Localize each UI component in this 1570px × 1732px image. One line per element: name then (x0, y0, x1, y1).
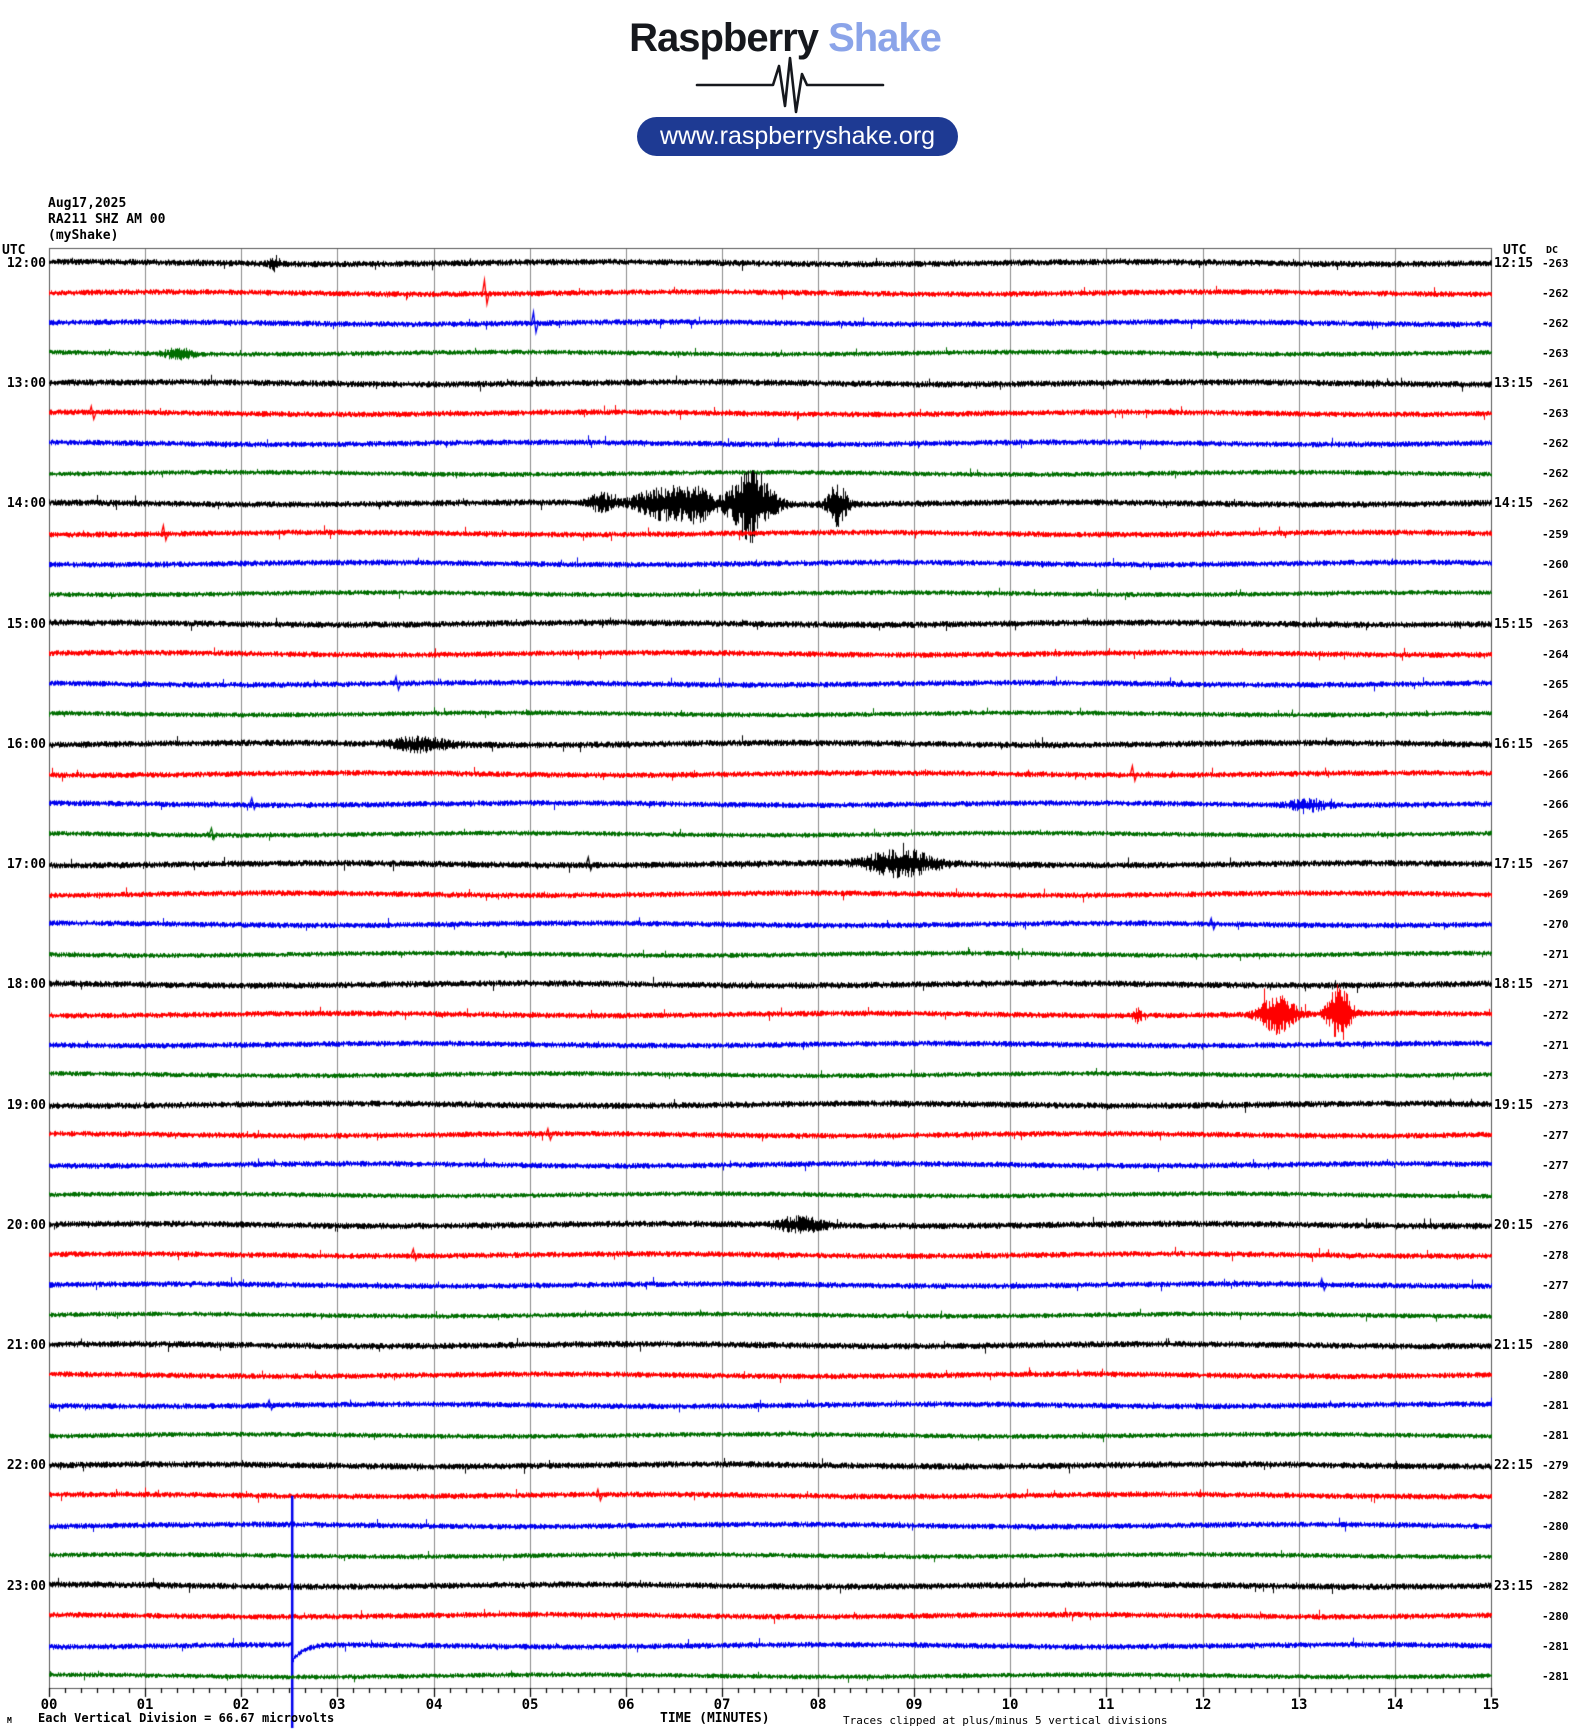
row-dc-value: -276 (1542, 1219, 1569, 1232)
row-dc-value: -262 (1542, 317, 1569, 330)
row-dc-value: -277 (1542, 1159, 1569, 1172)
left-utc-header: UTC (2, 243, 26, 258)
row-end-time: 12:15 (1494, 256, 1534, 271)
row-dc-value: -281 (1542, 1429, 1569, 1442)
x-tick-label: 04 (425, 1697, 443, 1713)
row-dc-value: -282 (1542, 1489, 1569, 1502)
row-dc-value: -263 (1542, 257, 1569, 270)
row-dc-value: -272 (1542, 1009, 1569, 1022)
x-tick-label: 03 (328, 1697, 346, 1713)
x-tick-label: 11 (1097, 1697, 1115, 1713)
row-end-time: 20:15 (1494, 1218, 1534, 1233)
row-end-time: 22:15 (1494, 1458, 1534, 1473)
dc-header: DC (1546, 245, 1559, 256)
x-tick-label: 02 (232, 1697, 250, 1713)
row-dc-value: -281 (1542, 1399, 1569, 1412)
row-dc-value: -277 (1542, 1279, 1569, 1292)
row-end-time: 14:15 (1494, 496, 1534, 511)
logo-shake: Shake (817, 16, 941, 60)
row-dc-value: -262 (1542, 287, 1569, 300)
logo (0, 16, 1570, 61)
x-tick-label: 14 (1386, 1697, 1404, 1713)
row-dc-value: -259 (1542, 528, 1569, 541)
row-dc-value: -265 (1542, 828, 1569, 841)
x-tick-label: 13 (1290, 1697, 1308, 1713)
row-dc-value: -281 (1542, 1670, 1569, 1683)
row-end-time: 18:15 (1494, 977, 1534, 992)
row-start-time: 20:00 (6, 1218, 46, 1233)
x-tick-label: 12 (1194, 1697, 1212, 1713)
row-dc-value: -264 (1542, 648, 1569, 661)
x-tick-label: 07 (713, 1697, 731, 1713)
scale-note: Each Vertical Division = 66.67 microvolts (38, 1711, 335, 1725)
row-dc-value: -273 (1542, 1099, 1569, 1112)
row-end-time: 23:15 (1494, 1579, 1534, 1594)
row-start-time: 13:00 (6, 376, 46, 391)
x-tick-label: 00 (40, 1697, 58, 1713)
row-dc-value: -262 (1542, 437, 1569, 450)
row-dc-value: -280 (1542, 1309, 1569, 1322)
row-dc-value: -266 (1542, 768, 1569, 781)
row-dc-value: -264 (1542, 708, 1569, 721)
row-dc-value: -279 (1542, 1459, 1569, 1472)
seismic-pulse-icon (695, 56, 885, 114)
row-dc-value: -282 (1542, 1580, 1569, 1593)
row-dc-value: -277 (1542, 1129, 1569, 1142)
row-dc-value: -280 (1542, 1520, 1569, 1533)
row-start-time: 22:00 (6, 1458, 46, 1473)
row-dc-value: -263 (1542, 407, 1569, 420)
station-id: RA211 SHZ AM 00 (48, 212, 166, 227)
row-end-time: 15:15 (1494, 617, 1534, 632)
row-dc-value: -278 (1542, 1189, 1569, 1202)
row-end-time: 17:15 (1494, 857, 1534, 872)
row-dc-value: -280 (1542, 1550, 1569, 1563)
row-dc-value: -278 (1542, 1249, 1569, 1262)
row-dc-value: -271 (1542, 978, 1569, 991)
x-tick-label: 05 (521, 1697, 539, 1713)
row-start-time: 23:00 (6, 1579, 46, 1594)
row-dc-value: -265 (1542, 738, 1569, 751)
row-start-time: 14:00 (6, 496, 46, 511)
row-dc-value: -261 (1542, 588, 1569, 601)
row-dc-value: -267 (1542, 858, 1569, 871)
row-start-time: 21:00 (6, 1338, 46, 1353)
station-network: (myShake) (48, 228, 119, 243)
row-dc-value: -271 (1542, 948, 1569, 961)
x-tick-label: 06 (617, 1697, 635, 1713)
row-start-time: 12:00 (6, 256, 46, 271)
row-end-time: 19:15 (1494, 1098, 1534, 1113)
right-utc-header: UTC (1503, 243, 1527, 258)
row-dc-value: -271 (1542, 1039, 1569, 1052)
row-dc-value: -263 (1542, 618, 1569, 631)
row-dc-value: -270 (1542, 918, 1569, 931)
row-dc-value: -262 (1542, 497, 1569, 510)
row-start-time: 15:00 (6, 617, 46, 632)
row-dc-value: -260 (1542, 558, 1569, 571)
row-dc-value: -280 (1542, 1339, 1569, 1352)
x-tick-label: 01 (136, 1697, 154, 1713)
row-end-time: 13:15 (1494, 376, 1534, 391)
logo-raspberry: Raspberry (629, 16, 818, 60)
row-start-time: 18:00 (6, 977, 46, 992)
row-dc-value: -261 (1542, 377, 1569, 390)
row-start-time: 19:00 (6, 1098, 46, 1113)
row-dc-value: -273 (1542, 1069, 1569, 1082)
x-tick-label: 09 (905, 1697, 923, 1713)
x-tick-label: 08 (809, 1697, 827, 1713)
row-dc-value: -262 (1542, 467, 1569, 480)
scale-glyph: M (7, 1716, 12, 1725)
row-dc-value: -281 (1542, 1640, 1569, 1653)
row-start-time: 17:00 (6, 857, 46, 872)
row-dc-value: -269 (1542, 888, 1569, 901)
row-dc-value: -280 (1542, 1369, 1569, 1382)
x-tick-label: 15 (1482, 1697, 1500, 1713)
x-tick-label: 10 (1001, 1697, 1019, 1713)
row-end-time: 16:15 (1494, 737, 1534, 752)
x-axis-title: TIME (MINUTES) (660, 1711, 770, 1726)
station-date: Aug17,2025 (48, 196, 127, 211)
row-dc-value: -280 (1542, 1610, 1569, 1623)
row-end-time: 21:15 (1494, 1338, 1534, 1353)
station-info (48, 196, 165, 244)
clip-note: Traces clipped at plus/minus 5 vertical divisions (843, 1714, 1168, 1727)
row-dc-value: -263 (1542, 347, 1569, 360)
row-start-time: 16:00 (6, 737, 46, 752)
website-link[interactable]: www.raspberryshake.org (637, 117, 958, 156)
row-dc-value: -266 (1542, 798, 1569, 811)
row-dc-value: -265 (1542, 678, 1569, 691)
